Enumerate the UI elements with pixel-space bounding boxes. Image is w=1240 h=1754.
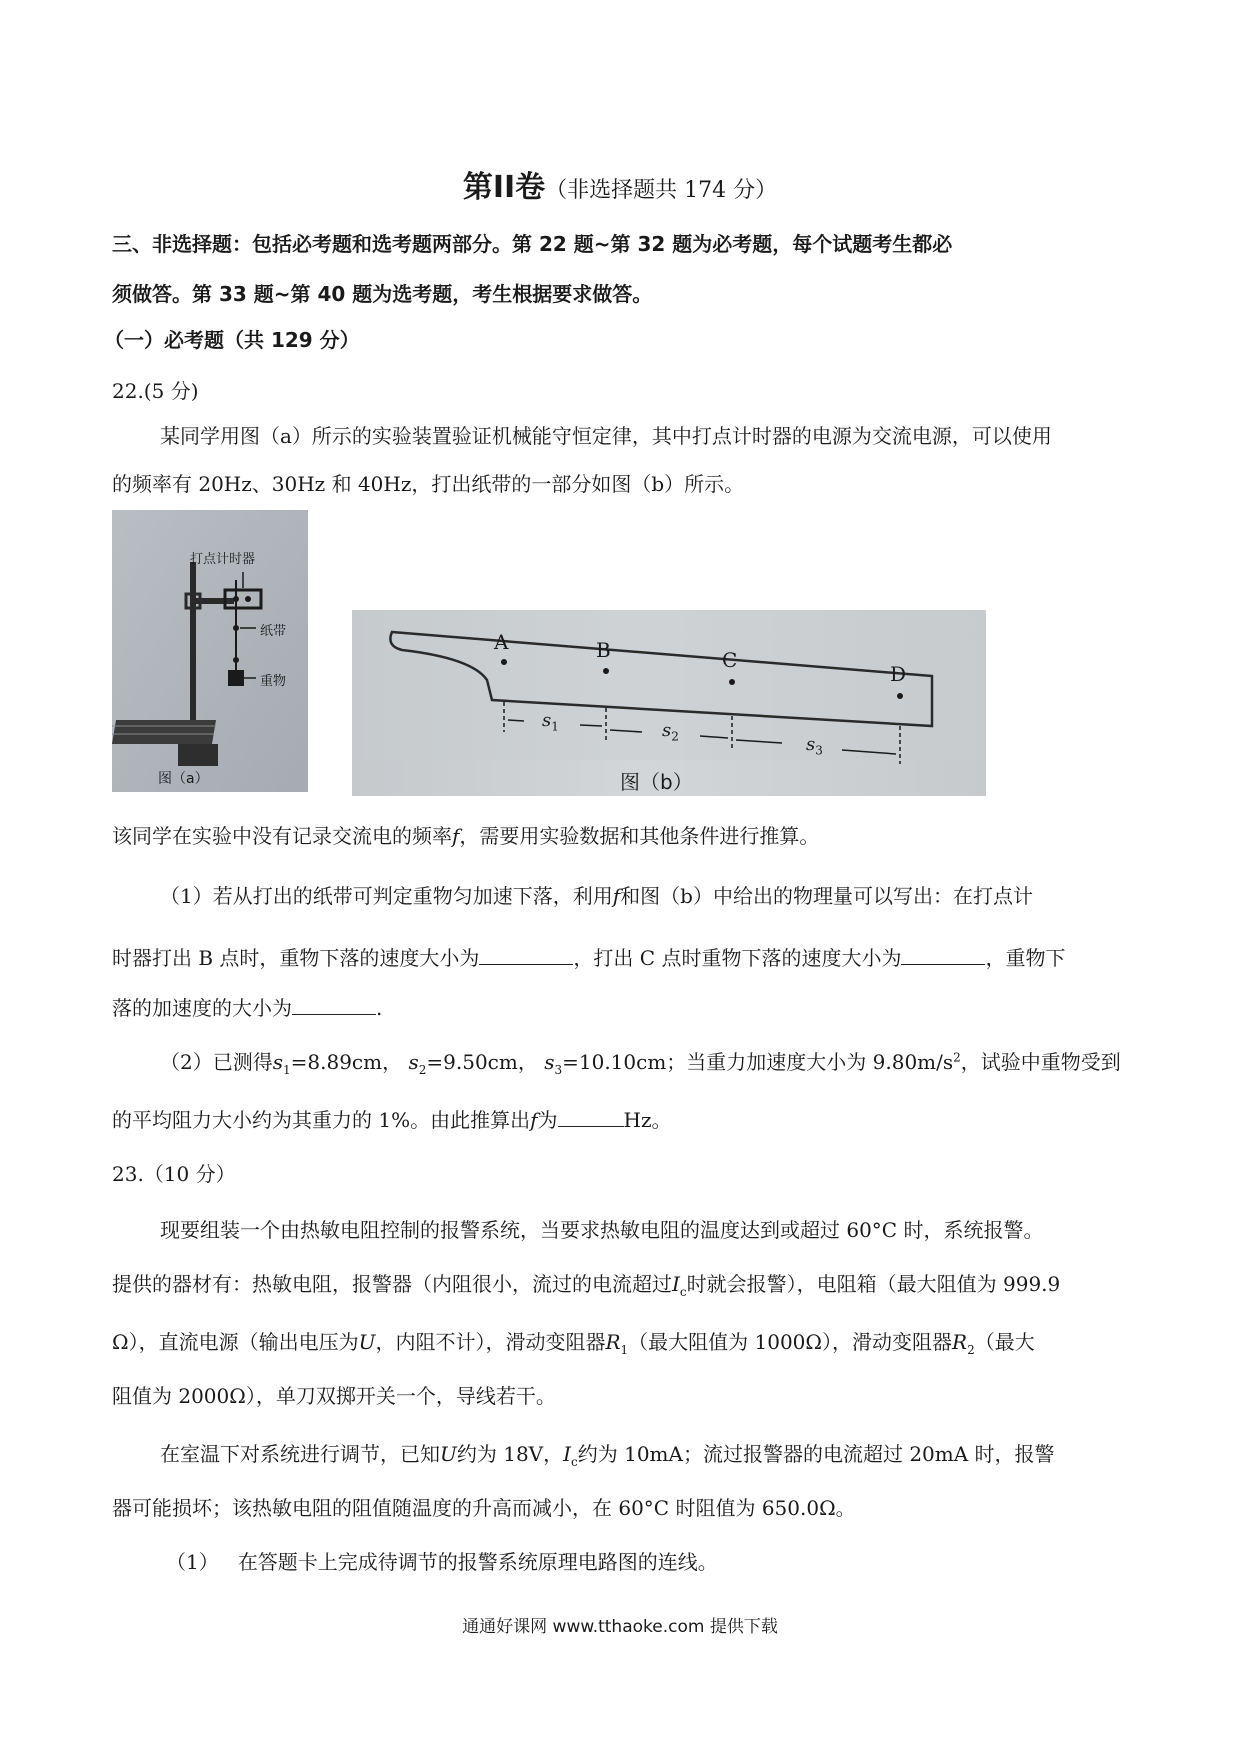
q23-line-3: Ω），直流电源（输出电压为U，内阻不计），滑动变阻器$R_1$（最大阻值为 1000Ω），滑动变阻器$R_2$（最大 (112, 1330, 1035, 1357)
q23-line-1: 现要组装一个由热敏电阻控制的报警系统，当要求热敏电阻的温度达到或超过 60°C 时，系统报警。 (160, 1218, 1044, 1242)
q22-note: 该同学在实验中没有记录交流电的频率f，需要用实验数据和其他条件进行推算。 (112, 824, 820, 848)
q22-part2-line2: 的平均阻力大小约为其重力的 1%。由此推算出f为 Hz。 (112, 1108, 672, 1132)
figure-a (112, 510, 308, 792)
point-c-dot (729, 679, 735, 685)
q23-line-5: 在室温下对系统进行调节，已知U约为 18V，$I_c$约为 10mA；流过报警器的电流超过 20mA 时，报警 (160, 1442, 1055, 1469)
figure-b (352, 580, 986, 796)
point-a-dot (501, 659, 507, 665)
point-b-label: B (596, 638, 611, 662)
answer-blank-vc[interactable] (901, 946, 985, 965)
q22-number: 22.(5 分) (112, 379, 199, 403)
point-d-label: D (890, 662, 907, 686)
q23-line-4: 阻值为 2000Ω），单刀双掷开关一个，导线若干。 (112, 1384, 556, 1408)
point-d-dot (897, 693, 903, 699)
q23-line-6: 器可能损坏；该热敏电阻的阻值随温度的升高而减小，在 60°C 时阻值为 650.0Ω。 (112, 1496, 856, 1520)
section-line-1: 三、非选择题：包括必考题和选考题两部分。第 22 题~第 32 题为必考题，每个试题考生都必 (112, 232, 953, 256)
s1-label: $s_1$ (542, 710, 559, 734)
q22-intro-2: 的频率有 20Hz、30Hz 和 40Hz，打出纸带的一部分如图（b）所示。 (112, 472, 745, 496)
page-title (0, 162, 1240, 206)
footer-source: 通通好课网 www.tthaoke.com 提供下载 (462, 1617, 778, 1637)
q22-intro-1: 某同学用图（a）所示的实验装置验证机械能守恒定律，其中打点计时器的电源为交流电源，可以使用 (160, 424, 1052, 448)
figure-b-drawing (352, 580, 986, 796)
subsection-title: （一）必考题（共 129 分） (104, 328, 360, 352)
answer-blank-frequency[interactable] (558, 1108, 624, 1127)
section-line-2: 须做答。第 33 题~第 40 题为选考题，考生根据要求做答。 (112, 282, 653, 306)
q23-line-7: （1） 在答题卡上完成待调节的报警系统原理电路图的连线。 (166, 1550, 718, 1574)
point-c-label: C (722, 648, 738, 672)
q23-number: 23.（10 分） (112, 1162, 236, 1186)
q23-line-2: 提供的器材有：热敏电阻，报警器（内阻很小，流过的电流超过$I_c$时就会报警），电阻箱（最大阻值为 999.9 (112, 1272, 1061, 1299)
s3-label: $s_3$ (806, 734, 823, 758)
weight-label: 重物 (260, 674, 287, 689)
figure-a-caption: 图（a） (158, 771, 209, 787)
s2-label: $s_2$ (662, 720, 679, 744)
q22-part1-line2: 时器打出 B 点时，重物下落的速度大小为 ，打出 C 点时重物下落的速度大小为 ，重物下 (112, 946, 1066, 970)
point-a-label: A (494, 630, 509, 654)
figure-b-caption: 图（b） (620, 770, 693, 794)
answer-blank-accel[interactable] (292, 996, 376, 1015)
point-b-dot (603, 668, 609, 674)
title-sub: （非选择题共 174 分） (545, 178, 778, 203)
q22-part2-line1: （2）已测得$s_1=8.89cm$， $s_2=9.50cm$， $s_3=10.10cm$；当重力加速度大小为 $9.80m/s^2$，试验中重物受到 (160, 1050, 1121, 1077)
timer-label: 打点计时器 (190, 552, 256, 567)
answer-blank-vb[interactable] (479, 946, 573, 965)
q22-part1-line3: 落的加速度的大小为 . (112, 996, 383, 1020)
q22-part1-line1: （1）若从打出的纸带可判定重物匀加速下落，利用f和图（b）中给出的物理量可以写出：在打点计 (160, 884, 1033, 908)
tape-label: 纸带 (260, 624, 287, 639)
title-main: 第II卷 (462, 170, 546, 205)
